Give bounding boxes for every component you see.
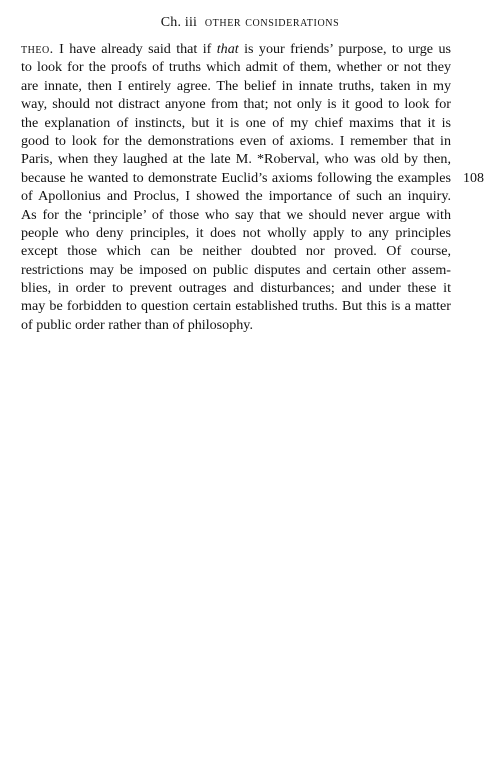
text-line: of Apollonius and Proclus, I showed the importance of such an inquiry. bbox=[21, 188, 451, 205]
emphasis: that bbox=[216, 41, 239, 57]
text-line: blies, in order to prevent outrages and disturbances; and under these it bbox=[21, 280, 451, 297]
text-line: because he wanted to demonstrate Euclid’s axioms following the examples bbox=[21, 169, 451, 186]
running-head bbox=[0, 14, 500, 32]
text-line: Paris, when they laughed at the late M. *Roberval, who was old by then, bbox=[21, 151, 451, 168]
text-line: of public order rather than of philosophy. bbox=[21, 316, 253, 333]
chapter-label: Ch. iii bbox=[160, 15, 198, 30]
text-line: are innate, then I entirely agree. The belief in innate truths, taken in my bbox=[21, 77, 451, 94]
text-line: except those which can be neither doubted nor proved. Of course, bbox=[21, 243, 451, 260]
text-line bbox=[21, 40, 451, 58]
text-line: may be forbidden to question certain established truths. But this is a matter bbox=[21, 298, 451, 315]
speaker-label: theo. bbox=[21, 41, 54, 57]
text-segment: is your friends’ purpose, to urge us bbox=[238, 41, 451, 57]
text-segment: I have already said that if bbox=[53, 41, 217, 57]
text-line: way, should not distract anyone from that; not only is it good to look for bbox=[21, 96, 451, 113]
text-line: good to look for the demonstrations even of axioms. I remember that in bbox=[21, 132, 451, 149]
text-line: people who deny principles, it does not wholly apply to any principles bbox=[21, 224, 451, 241]
text-line: to look for the proofs of truths which admit of them, whether or not they bbox=[21, 59, 451, 76]
text-line: As for the ‘principle’ of those who say that we should never argue with bbox=[21, 206, 451, 223]
section-title: other considerations bbox=[204, 15, 340, 30]
margin-page-number: 108 bbox=[463, 171, 484, 186]
text-line: the explanation of instincts, but it is one of my chief maxims that it is bbox=[21, 114, 451, 131]
body-text bbox=[21, 40, 451, 334]
text-line: restrictions may be imposed on public disputes and certain other assem- bbox=[21, 261, 451, 278]
